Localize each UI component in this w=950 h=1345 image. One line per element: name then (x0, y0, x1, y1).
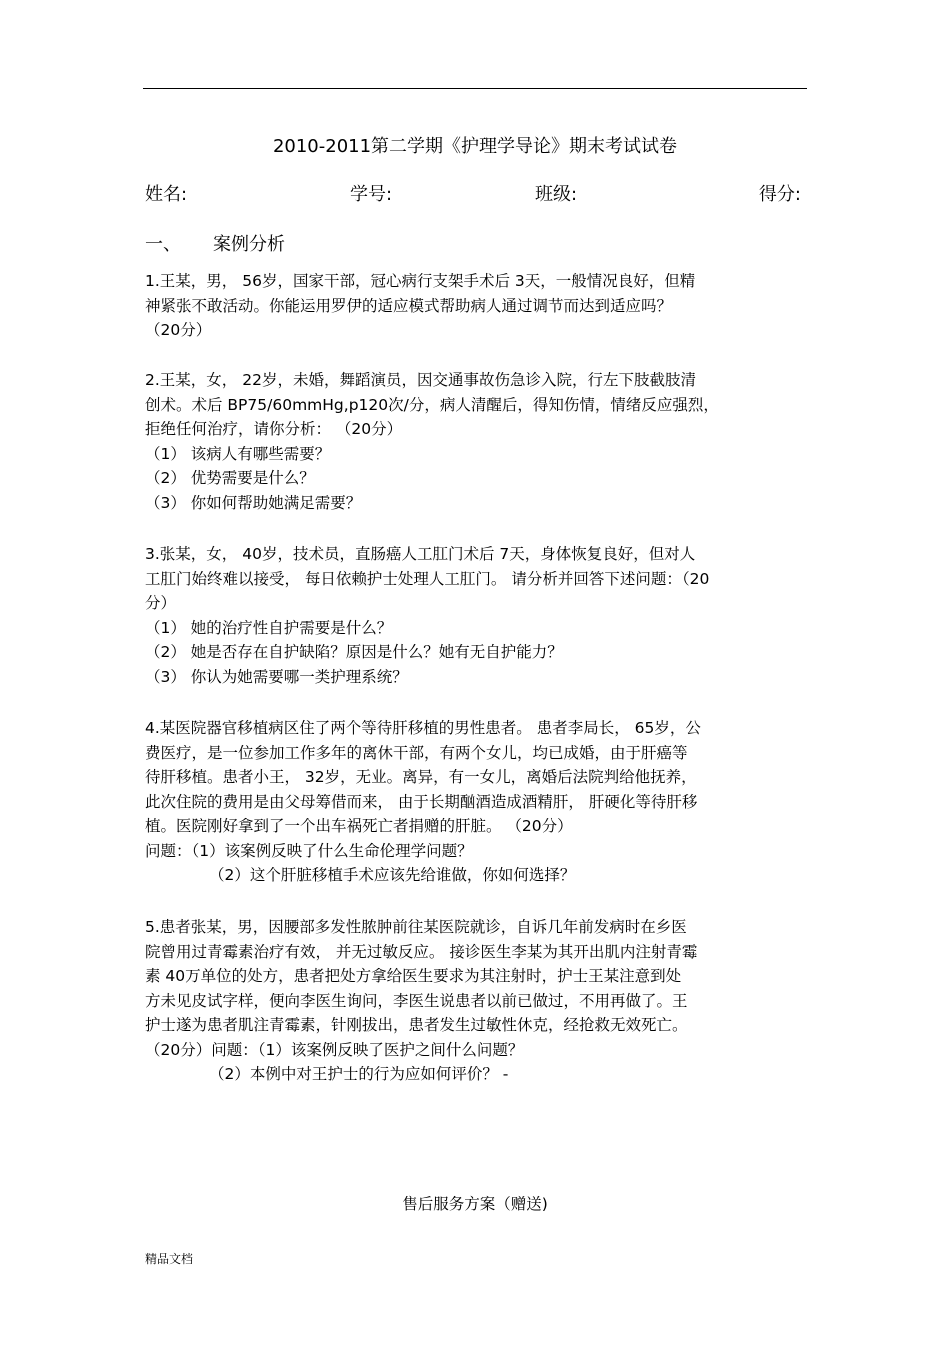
question-line: 5.患者张某，男，因腰部多发性脓肿前往某医院就诊，自诉几年前发病时在乡医 (145, 918, 687, 936)
question-line: 拒绝任何治疗，请你分析： （20分） (145, 420, 403, 438)
student-info-row (145, 180, 805, 204)
sub-question: （20分）问题：（1）该案例反映了医护之间什么问题？ (145, 1040, 524, 1059)
sub-question: 问题：（1）该案例反映了什么生命伦理学问题？ (145, 841, 473, 860)
sub-question: （2） 优势需要是什么？ (145, 469, 315, 487)
question-line: 1.王某，男， 56岁，国家干部，冠心病行支架手术后 3天，一般情况良好，但精 (145, 272, 696, 290)
question-line: 此次住院的费用是由父母筹借而来， 由于长期酗酒造成酒精肝， 肝硬化等待肝移 (145, 792, 698, 811)
question-line: 院曾用过青霉素治疗有效， 并无过敏反应。 接诊医生李某为其开出肌内注射青霉 (145, 942, 698, 961)
question-line: 素 40万单位的处方，患者把处方拿给医生要求为其注射时，护士王某注意到处 (145, 967, 682, 985)
question-line: 3.张某，女， 40岁，技术员，直肠癌人工肛门术后 7天，身体恢复良好，但对人 (145, 545, 696, 563)
question-5 (145, 915, 809, 1087)
sub-question: （3） 你如何帮助她满足需要？ (145, 493, 362, 512)
question-line: 2.王某，女， 22岁，未婚，舞蹈演员，因交通事故伤急诊入院，行左下肢截肢清 (145, 371, 696, 389)
question-line: 护士遂为患者肌注青霉素，针刚拔出，患者发生过敏性休克，经抢救无效死亡。 (145, 1016, 688, 1034)
name-label: 姓名: (145, 184, 188, 205)
section-number: 一、 (145, 234, 181, 255)
exam-title: 2010-2011第二学期《护理学导论》期末考试试卷 (272, 136, 678, 157)
footer-label: 精品文档 (145, 1252, 194, 1266)
class-label: 班级: (535, 184, 578, 205)
question-line: 方未见皮试字样，便向李医生询问，李医生说患者以前已做过，不用再做了。王 (145, 991, 688, 1010)
question-line: 工肛门始终难以接受， 每日依赖护士处理人工肛门。 请分析并回答下述问题：（20 (145, 569, 710, 588)
question-3 (145, 542, 809, 689)
sub-question: （2）这个肝脏移植手术应该先给谁做，你如何选择？ (209, 866, 576, 884)
score-label: 得分: (758, 184, 801, 205)
question-line: 神紧张不敢活动。你能运用罗伊的适应模式帮助病人通过调节而达到适应吗？ (145, 296, 673, 315)
section-title: 案例分析 (213, 234, 285, 255)
question-4 (145, 716, 809, 888)
sub-question: （2）本例中对王护士的行为应如何评价？ - (209, 1065, 509, 1083)
sub-question: （1） 该病人有哪些需要？ (145, 444, 331, 463)
question-line: 4.某医院器官移植病区住了两个等待肝移植的男性患者。 患者李局长， 65岁，公 (145, 719, 701, 737)
question-line: 费医疗，是一位参加工作多年的离休干部，有两个女儿，均已成婚，由于肝癌等 (145, 743, 688, 762)
question-line: （20分） (145, 321, 212, 339)
after-sales-heading: 售后服务方案（赠送) (402, 1195, 548, 1213)
sub-question: （3） 你认为她需要哪一类护理系统？ (145, 667, 408, 686)
sub-question: （2） 她是否存在自护缺陷？原因是什么？她有无自护能力？ (145, 643, 563, 661)
question-line: 待肝移植。患者小王， 32岁，无业。离异，有一女儿，离婚后法院判给他抚养， (145, 768, 697, 786)
student-id-label: 学号: (350, 184, 393, 205)
question-2 (145, 368, 809, 515)
question-1 (145, 269, 809, 343)
question-line: 植。医院刚好拿到了一个出车祸死亡者捐赠的肝脏。 （20分） (145, 817, 573, 835)
question-line: 分） (145, 594, 177, 612)
section-heading (145, 230, 285, 256)
header-rule (143, 88, 807, 89)
question-line: 创术。术后 BP75/60mmHg,p120次/分，病人清醒后，得知伤情，情绪反应强烈， (145, 395, 719, 414)
sub-question: （1） 她的治疗性自护需要是什么？ (145, 618, 393, 637)
